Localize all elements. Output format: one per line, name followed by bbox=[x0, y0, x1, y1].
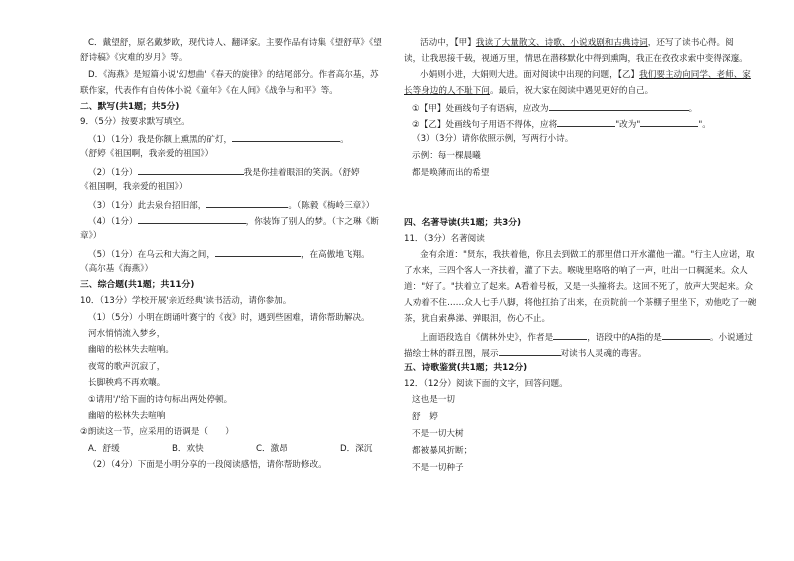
q9-5-end: ，在高傲地飞翔。 bbox=[300, 250, 370, 260]
example-line-1: 示例：每一棵晨曦 bbox=[412, 151, 481, 161]
tag-yi: 【乙】 bbox=[617, 70, 640, 80]
option-d-line1: D．《海燕》是短篇小说'幻想曲'《春天的旋律》的结尾部分。作者高尔基，苏 bbox=[88, 70, 379, 80]
passage-text: 活动中， bbox=[420, 38, 455, 48]
q11-text: ，语段中的A指的是 bbox=[587, 333, 662, 343]
question-11: 11．（3分）名著阅读 bbox=[404, 234, 485, 244]
poem-line: 河水悄悄流入梦乡， bbox=[88, 329, 166, 339]
section-4-heading: 四、名著导读(共1题；共3分) bbox=[404, 218, 522, 228]
section-2-heading: 二、默写(共1题；共5分) bbox=[80, 102, 180, 112]
q9-2-label: （2）（1分） bbox=[88, 168, 138, 178]
q9-3-text: （3）（1分）此去泉台招旧部， bbox=[88, 201, 207, 211]
poem-author: 舒 婷 bbox=[412, 412, 438, 422]
underlined-sentence-yi: 我们要主动向同学、老师、家 bbox=[639, 70, 751, 80]
fill-2-end: "。 bbox=[698, 120, 711, 130]
fill-1 bbox=[404, 102, 697, 115]
q9-2 bbox=[80, 166, 360, 179]
fill-1-text: ①【甲】处画线句子有语病，应改为 bbox=[412, 104, 549, 114]
tag-jia: 【甲】 bbox=[454, 38, 476, 48]
passage-text: ，还写了读书心得。阅 bbox=[647, 38, 734, 48]
fill-1-blank[interactable] bbox=[549, 102, 689, 111]
q9-2-source: 《祖国啊，我亲爱的祖国》） bbox=[80, 182, 188, 192]
question-10: 10．（13分）学校开展'亲近经典'读书活动，请你参加。 bbox=[80, 296, 292, 306]
q9-4-label: （4）（1分） bbox=[88, 217, 138, 227]
question-9: 9．（5分）按要求默写填空。 bbox=[80, 117, 190, 127]
passage-text: 小娟则小进，大娟则大进。面对阅读中出现的问题， bbox=[420, 70, 618, 80]
q10-2: （2）（4分）下面是小明分享的一段阅读感悟，请你帮助修改。 bbox=[88, 460, 327, 470]
option-d[interactable]: D．深沉 bbox=[340, 444, 373, 454]
option-a[interactable]: A．舒缓 bbox=[88, 444, 120, 454]
novel-passage-line: 茶，犹自索鼻涕、弹眼泪，伤心不止。 bbox=[404, 314, 551, 324]
q11-text: 。小说通过 bbox=[709, 333, 753, 343]
q11-text: 上面语段选自《儒林外史》，作者是 bbox=[420, 333, 554, 343]
poem-line: 幽暗的松林失去喧响。 bbox=[88, 345, 174, 355]
section-3-heading: 三、综合题(共1题；共11分) bbox=[80, 280, 195, 290]
poem-line: 长脚秧鸡不再欢嚷。 bbox=[88, 378, 166, 388]
q9-3-source: 。（陈毅《梅岭三章》） bbox=[288, 201, 375, 211]
q11-blank-a[interactable] bbox=[662, 331, 710, 340]
q9-1-source: （舒婷《祖国啊，我亲爱的祖国》） bbox=[80, 149, 214, 159]
q9-1-blank[interactable] bbox=[232, 133, 340, 142]
novel-passage-line: 道："好了。"扶着立了起来。A看着号板，又是一头撞将去。这回不死了，放声大哭起来。众 bbox=[404, 282, 753, 292]
poem-line: 都被暴风折断； bbox=[412, 446, 473, 456]
fill-2-blank-1[interactable] bbox=[557, 118, 615, 127]
underlined-sentence-jia: 我读了大量散文、诗歌、小说戏剧和古典诗词 bbox=[475, 38, 648, 48]
example-line-2: 都是唤薄而出的希望 bbox=[412, 168, 490, 178]
q9-3-blank[interactable] bbox=[206, 199, 288, 208]
q11-blank-author[interactable] bbox=[553, 331, 587, 340]
poem-title: 这也是一切 bbox=[412, 395, 455, 405]
novel-passage-line: 了水来，三四个客人一齐扶着，灌了下去。喉咙里咯咯的响了一声，吐出一口稠涎来。众人 bbox=[404, 266, 748, 276]
q9-3 bbox=[80, 199, 374, 212]
q11-blank-b[interactable] bbox=[499, 347, 561, 356]
q9-4-text: ，你装饰了别人的梦。（卞之琳《断 bbox=[245, 217, 379, 227]
q9-4-source: 章》） bbox=[80, 231, 102, 241]
option-c[interactable]: C．激昂 bbox=[256, 444, 288, 454]
novel-passage-line: 人劝着不住……众人七手八脚，将他扛抬了出来，在贡院前一个茶棚子里坐下，劝他吃了一碗 bbox=[404, 298, 757, 308]
q10-1-part-a: ①请用'/'给下面的诗句标出两处停顿。 bbox=[88, 395, 233, 405]
q11-fill-a bbox=[404, 331, 753, 344]
q11-text: 描绘士林的群丑图，展示 bbox=[404, 349, 499, 359]
option-c-line1: C．戴望舒，原名戴梦欧，现代诗人、翻译家。主要作品有诗集《望舒草》《望 bbox=[88, 38, 382, 48]
q9-2-blank[interactable] bbox=[138, 166, 244, 175]
q9-5-source: （高尔基《海燕》） bbox=[80, 264, 154, 274]
q9-2-text: 我是你挂着眼泪的笑涡。（舒婷 bbox=[243, 168, 360, 178]
underlined-sentence-yi-end: 长等身边的人不耻下问 bbox=[404, 86, 490, 96]
q9-4-blank[interactable] bbox=[138, 215, 246, 224]
q10-3: （3）（3分）请你依照示例，写两行小诗。 bbox=[412, 134, 574, 144]
q9-1 bbox=[80, 133, 349, 146]
section-5-heading: 五、诗歌鉴赏(共1题；共12分) bbox=[404, 363, 528, 373]
q9-5-text: （5）（1分）在乌云和大海之间， bbox=[88, 250, 215, 260]
fill-1-end: 。 bbox=[688, 104, 698, 114]
fill-2-text: ②【乙】处画线句子用语不得体，应将 bbox=[412, 120, 558, 130]
q9-1-end: 。 bbox=[340, 135, 349, 145]
poem-line: 不是一切种子 bbox=[412, 463, 464, 473]
passage-line-2: 读，让我思接千载，视通万里，情思在潜移默化中得到熏陶，我正在孜孜求索中变得深邃。 bbox=[404, 54, 748, 64]
passage-text: 。最后，祝大家在阅读中遇见更好的自己。 bbox=[489, 86, 654, 96]
poem-line: 夜莺的歌声沉寂了， bbox=[88, 362, 166, 372]
fill-2 bbox=[404, 118, 711, 131]
poem-line: 不是一切大树 bbox=[412, 429, 464, 439]
option-d-line2: 联作家，代表作有自传体小说《童年》《在人间》《战争与和平》等。 bbox=[80, 86, 338, 96]
fill-2-mid: "改为" bbox=[615, 120, 641, 130]
q11-text: 对读书人灵魂的毒害。 bbox=[560, 349, 647, 359]
passage-line-3 bbox=[404, 70, 751, 81]
question-12: 12．（12分）阅读下面的文字，回答问题。 bbox=[404, 379, 568, 389]
novel-passage-line: 金有余道："贤东，我扶着他，你且去到做工的那里借口开水灌他一灌。"行主人应诺，取 bbox=[420, 250, 755, 260]
q9-5-blank[interactable] bbox=[215, 248, 301, 257]
q10-1: （1）（5分）小明在朗诵叶赛宁的《夜》时，遇到些困难，请你帮助解决。 bbox=[88, 313, 370, 323]
fill-2-blank-2[interactable] bbox=[640, 118, 698, 127]
q9-1-text: （1）（1分）我是你额上熏黑的矿灯， bbox=[88, 135, 233, 145]
q10-1-part-b: ②朗读这一节，应采用的语调是（ ） bbox=[80, 427, 234, 437]
passage-line-4 bbox=[404, 86, 653, 97]
q11-fill-b bbox=[404, 347, 647, 360]
q9-4 bbox=[80, 215, 379, 228]
q9-5 bbox=[80, 248, 370, 261]
q10-1-part-a-line: 幽暗的松林失去喧响 bbox=[88, 411, 166, 421]
option-b[interactable]: B．欢快 bbox=[172, 444, 204, 454]
option-c-line2: 舒诗稿》《灾难的岁月》等。 bbox=[80, 53, 188, 63]
passage-line-1 bbox=[404, 38, 734, 49]
